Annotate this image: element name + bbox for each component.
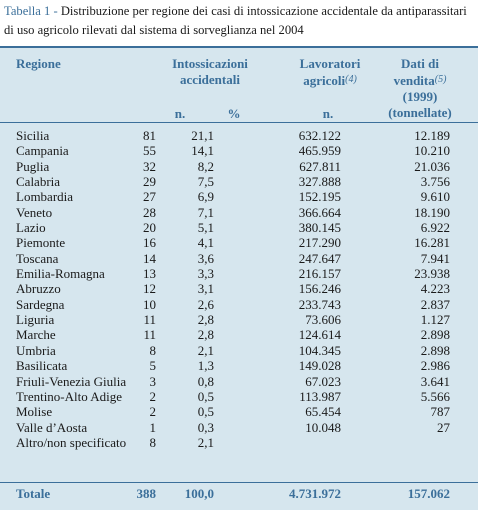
lavoratori-cell: 104.345 xyxy=(298,342,341,358)
table-row xyxy=(0,251,478,266)
region-cell: Friuli-Venezia Giulia xyxy=(16,373,127,389)
pct-cell: 2,1 xyxy=(197,434,214,450)
n-cell: 28 xyxy=(143,204,156,220)
header-lav-line2: agricoli$^{(4)}$ xyxy=(303,73,357,88)
header-intossicazioni xyxy=(150,56,270,88)
pct-cell: 6,9 xyxy=(197,189,214,205)
n-cell: 8 xyxy=(149,342,156,358)
header-lavoratori xyxy=(290,56,370,89)
table-row xyxy=(0,312,478,327)
total-n: 388 xyxy=(136,486,156,501)
pct-cell: 3,6 xyxy=(197,250,214,266)
vendita-cell: 12.189 xyxy=(414,128,450,143)
pct-cell: 2,1 xyxy=(197,342,214,358)
lavoratori-cell: 10.048 xyxy=(305,419,341,435)
header-lav-line1: Lavoratori xyxy=(299,56,361,71)
data-table xyxy=(0,46,478,510)
lavoratori-cell: 327.888 xyxy=(298,174,341,190)
header-intox-line1: Intossicazioni xyxy=(172,56,248,71)
caption-text: Distribuzione per regione dei casi di intossicazione accidentale da antiparassitari di uso agricolo rilevati dal sistema di sorveglianza nel 2004 xyxy=(4,4,467,37)
pct-cell: 14,1 xyxy=(191,143,214,159)
table-row xyxy=(0,420,478,435)
pct-cell: 21,1 xyxy=(191,128,214,143)
region-cell: Emilia-Romagna xyxy=(16,266,105,282)
vendita-cell: 7.941 xyxy=(420,250,450,266)
lavoratori-cell: 113.987 xyxy=(299,388,341,404)
table-row xyxy=(0,358,478,373)
lavoratori-cell: 65.454 xyxy=(305,404,341,420)
region-cell: Veneto xyxy=(16,204,53,220)
pct-cell: 2,6 xyxy=(197,296,214,312)
table-row xyxy=(0,404,478,419)
n-cell: 2 xyxy=(149,388,156,404)
table-row xyxy=(0,343,478,358)
pct-cell: 0,3 xyxy=(197,419,214,435)
region-cell: Valle d’Aosta xyxy=(16,419,88,435)
total-row xyxy=(0,485,478,503)
vendita-cell: 2.898 xyxy=(420,342,450,358)
header-intox-line2: accidentali xyxy=(180,72,240,87)
n-cell: 11 xyxy=(143,312,156,328)
table-row xyxy=(0,174,478,189)
region-cell: Altro/non specificato xyxy=(16,434,127,450)
n-cell: 81 xyxy=(143,128,156,143)
table-row xyxy=(0,143,478,158)
region-cell: Molise xyxy=(16,404,53,420)
pct-cell: 7,5 xyxy=(197,174,214,190)
n-cell: 13 xyxy=(143,266,156,282)
vendita-cell: 3.641 xyxy=(420,373,450,389)
vendita-cell: 27 xyxy=(437,419,450,435)
pct-cell: 8,2 xyxy=(197,158,214,174)
header-dati-vendita xyxy=(375,56,465,121)
lavoratori-cell: 73.606 xyxy=(305,312,341,328)
pct-cell: 7,1 xyxy=(197,204,214,220)
table-row xyxy=(0,266,478,281)
region-cell: Calabria xyxy=(16,174,61,190)
lavoratori-cell: 627.811 xyxy=(299,158,341,174)
lavoratori-cell: 149.028 xyxy=(298,358,341,374)
total-divider xyxy=(0,482,478,483)
lavoratori-cell: 217.290 xyxy=(298,235,341,251)
n-cell: 11 xyxy=(143,327,156,343)
n-cell: 16 xyxy=(143,235,156,251)
vendita-cell: 6.922 xyxy=(420,220,450,236)
n-cell: 14 xyxy=(143,250,156,266)
lavoratori-cell: 124.614 xyxy=(298,327,341,343)
pct-cell: 0,5 xyxy=(197,404,214,420)
n-cell: 20 xyxy=(143,220,156,236)
region-cell: Marche xyxy=(16,327,56,343)
table-row xyxy=(0,281,478,296)
lavoratori-cell: 632.122 xyxy=(298,128,341,143)
table-row xyxy=(0,374,478,389)
n-cell: 5 xyxy=(149,358,156,374)
vendita-cell: 1.127 xyxy=(420,312,450,328)
vendita-cell: 18.190 xyxy=(414,204,450,220)
region-cell: Puglia xyxy=(16,158,50,174)
region-cell: Campania xyxy=(16,143,69,159)
header-dat-line2: vendita$^{(5)}$ xyxy=(393,73,447,88)
table-row xyxy=(0,297,478,312)
pct-cell: 3,1 xyxy=(197,281,214,297)
total-lav: 4.731.972 xyxy=(289,486,341,501)
total-pct: 100,0 xyxy=(184,486,214,501)
pct-cell: 0,8 xyxy=(197,373,214,389)
header-divider xyxy=(0,122,478,123)
n-cell: 1 xyxy=(149,419,156,435)
unit-pct: % xyxy=(227,106,241,121)
region-cell: Umbria xyxy=(16,342,56,358)
header-dat-note: (5) xyxy=(434,74,447,85)
pct-cell: 4,1 xyxy=(197,235,214,251)
n-cell: 2 xyxy=(149,404,156,420)
region-cell: Liguria xyxy=(16,312,55,328)
table-row xyxy=(0,220,478,235)
table-row xyxy=(0,235,478,250)
vendita-cell: 787 xyxy=(430,404,450,420)
pct-cell: 2,8 xyxy=(197,327,214,343)
table-row xyxy=(0,189,478,204)
vendita-cell: 2.837 xyxy=(420,296,450,312)
unit-lav: n. xyxy=(322,106,334,121)
header-dat-line1: Dati di xyxy=(401,56,439,71)
n-cell: 55 xyxy=(143,143,156,159)
vendita-cell: 4.223 xyxy=(420,281,450,297)
n-cell: 8 xyxy=(149,434,156,450)
table-row xyxy=(0,159,478,174)
region-cell: Basilicata xyxy=(16,358,68,374)
region-cell: Piemonte xyxy=(16,235,66,251)
vendita-cell: 23.938 xyxy=(414,266,450,282)
lavoratori-cell: 156.246 xyxy=(298,281,341,297)
header-lav-note: (4) xyxy=(345,74,357,85)
n-cell: 27 xyxy=(143,189,156,205)
vendita-cell: 2.898 xyxy=(420,327,450,343)
n-cell: 32 xyxy=(143,158,156,174)
table-row xyxy=(0,435,478,450)
region-cell: Sicilia xyxy=(16,128,50,143)
n-cell: 10 xyxy=(143,296,156,312)
vendita-cell: 5.566 xyxy=(420,388,450,404)
unit-n: n. xyxy=(174,106,186,121)
vendita-cell: 10.210 xyxy=(414,143,450,159)
pct-cell: 1,3 xyxy=(197,358,214,374)
region-cell: Lazio xyxy=(16,220,46,236)
lavoratori-cell: 465.959 xyxy=(298,143,341,159)
pct-cell: 5,1 xyxy=(197,220,214,236)
region-cell: Trentino-Alto Adige xyxy=(16,388,123,404)
table-caption xyxy=(4,2,476,40)
n-cell: 3 xyxy=(149,373,156,389)
pct-cell: 0,5 xyxy=(197,388,214,404)
pct-cell: 3,3 xyxy=(197,266,214,282)
vendita-cell: 2.986 xyxy=(420,358,450,374)
lavoratori-cell: 216.157 xyxy=(298,266,341,282)
n-cell: 29 xyxy=(143,174,156,190)
total-dat: 157.062 xyxy=(407,486,450,501)
region-cell: Abruzzo xyxy=(16,281,61,297)
header-dat-line3: (1999) xyxy=(402,89,438,104)
lavoratori-cell: 380.145 xyxy=(298,220,341,236)
lavoratori-cell: 366.664 xyxy=(298,204,341,220)
lavoratori-cell: 67.023 xyxy=(305,373,341,389)
vendita-cell: 3.756 xyxy=(420,174,450,190)
lavoratori-cell: 152.195 xyxy=(298,189,341,205)
vendita-cell: 21.036 xyxy=(414,158,450,174)
header-dat-line4: (tonnellate) xyxy=(388,105,452,120)
table-row xyxy=(0,205,478,220)
region-cell: Toscana xyxy=(16,250,59,266)
table-row xyxy=(0,128,478,143)
vendita-cell: 9.610 xyxy=(420,189,450,205)
table-row xyxy=(0,327,478,342)
region-cell: Sardegna xyxy=(16,296,65,312)
header-regione: Regione xyxy=(16,56,61,71)
pct-cell: 2,8 xyxy=(197,312,214,328)
vendita-cell: 16.281 xyxy=(414,235,450,251)
lavoratori-cell: 247.647 xyxy=(298,250,341,266)
n-cell: 12 xyxy=(143,281,156,297)
table-row xyxy=(0,389,478,404)
table-body xyxy=(0,128,478,450)
caption-label: Tabella 1 - xyxy=(4,4,58,18)
lavoratori-cell: 233.743 xyxy=(298,296,341,312)
total-label: Totale xyxy=(16,486,51,501)
region-cell: Lombardia xyxy=(16,189,74,205)
